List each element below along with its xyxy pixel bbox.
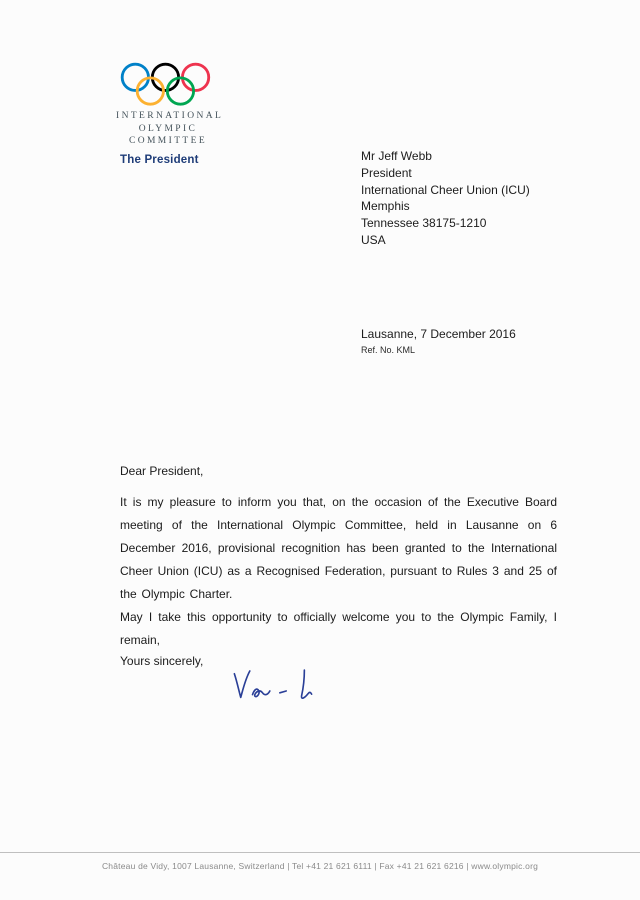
recipient-state-zip: Tennessee 38175-1210 (361, 216, 487, 231)
ring-green-icon (167, 78, 193, 104)
recipient-address (361, 148, 530, 249)
recipient-country: USA (361, 232, 386, 247)
signature-strokes (234, 670, 311, 698)
handwritten-signature (228, 658, 328, 714)
footer-contact-info: Château de Vidy, 1007 Lausanne, Switzerland | Tel +41 21 621 6111 | Fax +41 21 621 6216 | www.olympic.org (101, 861, 539, 871)
recipient-title: President (361, 165, 412, 180)
sender-title: The President (120, 154, 199, 166)
recipient-name: Mr Jeff Webb (361, 149, 432, 163)
org-name-line: COMMITTEE (128, 136, 208, 146)
ring-blue-icon (122, 64, 148, 90)
place-and-date: Lausanne, 7 December 2016 (361, 327, 516, 341)
org-name-line: OLYMPIC (138, 123, 198, 134)
org-name (116, 110, 224, 148)
ring-black-icon (152, 64, 178, 90)
dateline (361, 327, 516, 355)
recipient-city: Memphis (361, 199, 410, 214)
ring-red-icon (182, 64, 208, 90)
salutation: Dear President, (120, 464, 204, 478)
footer-divider (0, 852, 640, 853)
olympic-rings-logo (120, 62, 212, 108)
body-paragraph-1: It is my pleasure to inform you that, on the occasion of the Executive Board meeting of the International Olympic Committee, held in Lausanne on 6 December 2016, provisional recognition has been granted to the International Cheer Union (ICU) as a Recognised Federation, pursuant to Rules 3 and 25 of the Olympic Charter. (120, 495, 557, 601)
closing-phrase: Yours sincerely, (120, 654, 204, 668)
org-name-line: INTERNATIONAL (116, 111, 224, 121)
body-paragraph-2: May I take this opportunity to officially welcome you to the Olympic Family, I remain, (120, 610, 557, 647)
reference-number: Ref. No. KML (361, 345, 416, 355)
ring-yellow-icon (137, 78, 163, 104)
recipient-organisation: International Cheer Union (ICU) (361, 182, 530, 197)
